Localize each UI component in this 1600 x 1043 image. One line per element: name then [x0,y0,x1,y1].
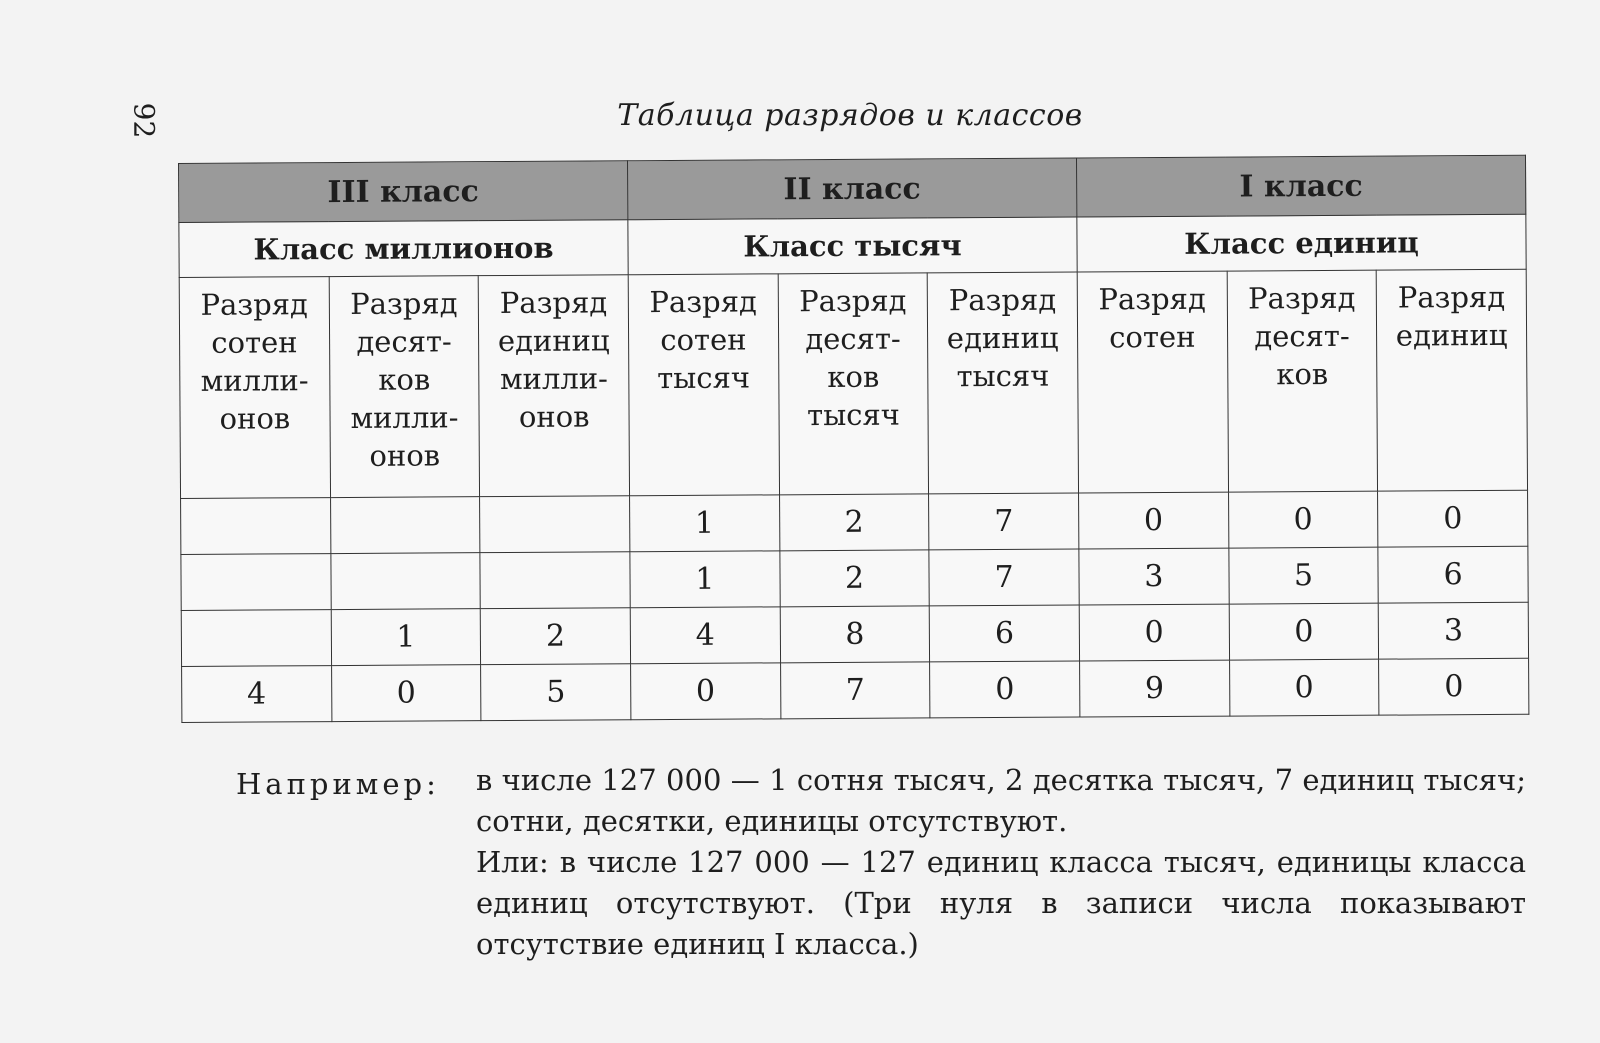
digit-header-line: сотен [211,325,298,360]
rank-table-container [178,155,1529,723]
table-cell: 7 [929,549,1079,606]
table-cell: 0 [1228,491,1378,548]
digit-header-line: Разряд [948,282,1057,318]
table-cell: 0 [1229,659,1379,716]
table-row [182,658,1529,722]
table-cell: 0 [631,663,781,720]
table-cell [331,553,481,610]
table-cell: 0 [930,661,1080,718]
digit-header-line: онов [219,401,291,436]
table-cell [480,496,630,553]
table-cell: 1 [630,551,780,608]
digit-header-line: ков [827,359,880,395]
table-cell [181,554,331,611]
digit-header-line: тысяч [806,397,901,433]
digit-header-cell [628,274,779,496]
digit-header-cell [1077,271,1228,493]
class-name-thousands: Класс тысяч [628,217,1077,275]
table-cell: 0 [1379,658,1529,715]
table-cell [330,497,480,554]
table-cell: 5 [1228,547,1378,604]
table-cell: 4 [182,666,332,723]
digit-header-line: Разряд [649,284,757,320]
table-cell [480,552,630,609]
page-title: Таблица разрядов и классов [617,98,1083,133]
digit-header-line: онов [518,399,590,434]
digit-header-line: Разряд [1247,280,1356,316]
digit-header-line: единиц [1395,317,1508,353]
digit-header-line: Разряд [1397,279,1506,315]
digit-header-line: десят- [1254,318,1350,354]
digit-header-line: сотен [1109,319,1196,355]
example-label: Например: [236,767,440,801]
table-row [181,546,1528,610]
digit-header-line: милли- [200,363,309,398]
digit-header-line: онов [369,438,441,473]
class-name-units: Класс единиц [1077,214,1526,272]
table-cell: 2 [481,608,631,665]
digit-header-line: десят- [356,324,452,359]
table-cell: 3 [1079,548,1229,605]
table-cell: 2 [779,494,929,551]
table-cell: 5 [481,664,631,721]
class-name-millions: Класс миллионов [179,220,628,278]
digit-header-line: Разряд [200,287,308,322]
digit-header-line: тысяч [956,358,1050,394]
class-name-row [179,214,1526,277]
table-cell: 6 [1378,546,1528,603]
table-cell: 7 [780,662,930,719]
table-cell: 8 [780,606,930,663]
class-number-row [179,155,1526,222]
table-cell [181,498,331,555]
table-cell: 3 [1378,602,1528,659]
table-cell: 1 [331,609,481,666]
example-text [476,760,1526,965]
table-cell: 2 [780,550,930,607]
table-cell: 9 [1079,660,1229,717]
class-head-3: III класс [179,161,628,223]
digit-header-line: десят- [805,321,901,357]
digit-header-line: милли- [499,361,608,397]
digit-header-line: тысяч [657,360,751,396]
digit-header-line: Разряд [799,283,907,319]
digit-header-line: Разряд [499,285,608,321]
table-cell: 7 [929,493,1079,550]
digit-header-line: Разряд [1098,281,1206,317]
table-cell [181,610,331,667]
digit-header-cell [179,277,330,499]
digit-header-line: единиц [497,323,610,359]
example-paragraph-2: Или: в числе 127 000 — 127 единиц класса тысяч, единицы класса единиц отсутствуют. (Три нуля в записи числа показывают отсутствие единиц I класса.) [476,845,1526,961]
digit-header-line: единиц [946,320,1059,356]
table-cell: 4 [630,607,780,664]
example-paragraph-1: в числе 127 000 — 1 сотня тысяч, 2 десятка тысяч, 7 единиц тысяч; сотни, десятки, единицы отсутствуют. [476,763,1526,838]
digit-header-line: милли- [350,400,459,435]
digit-header-cell [1376,269,1527,491]
digit-header-cell [778,273,929,495]
table-cell: 0 [1078,492,1228,549]
digit-header-line: ков [1276,356,1329,392]
digit-header-cell [1227,270,1378,492]
digit-header-cell [329,276,480,498]
table-cell: 6 [930,605,1080,662]
digit-header-cell [479,275,630,497]
table-row [181,602,1528,666]
table-cell: 0 [1378,490,1528,547]
table-cell: 0 [1229,603,1379,660]
digit-header-line: сотен [660,322,747,358]
page-number: 92 [127,102,161,139]
table-row [181,490,1528,554]
rank-table [178,155,1529,723]
table-cell: 1 [630,495,780,552]
digit-header-cell [927,272,1078,494]
digit-header-line: ков [378,362,431,397]
digit-header-row [179,269,1527,498]
class-head-2: II класс [627,158,1076,220]
table-cell: 0 [331,665,481,722]
class-head-1: I класс [1076,155,1525,217]
table-cell: 0 [1079,604,1229,661]
digit-header-line: Разряд [350,286,458,321]
